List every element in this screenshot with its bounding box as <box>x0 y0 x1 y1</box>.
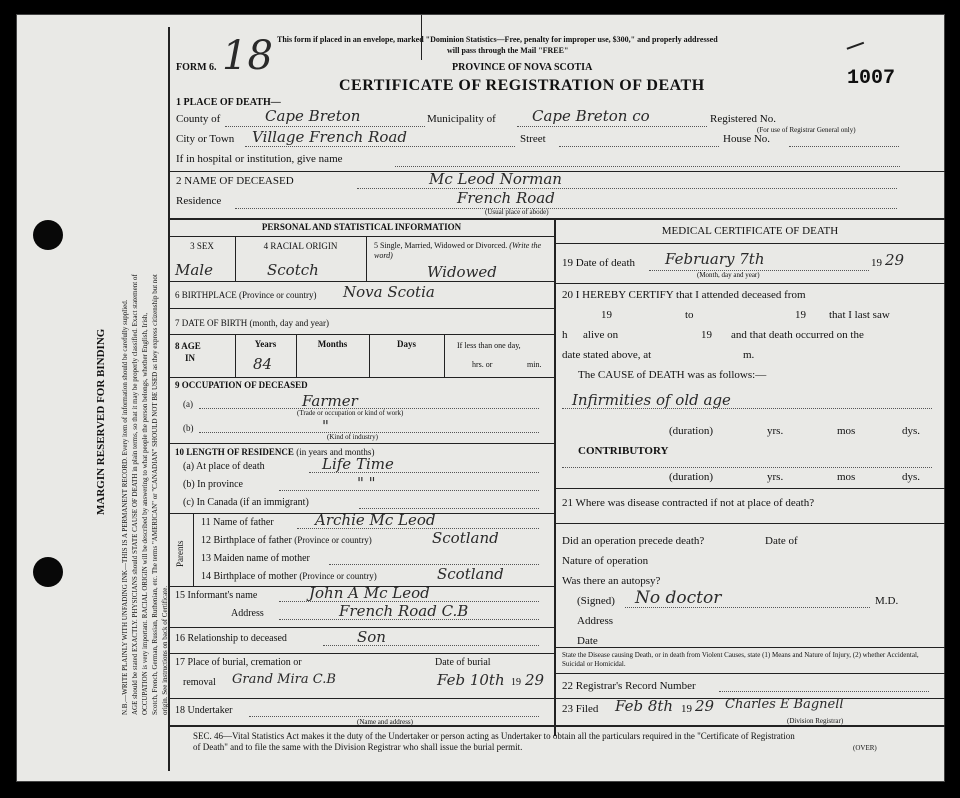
filed-label: 23 Filed <box>562 703 599 715</box>
margin-reserved-label: MARGIN RESERVED FOR BINDING <box>95 328 107 515</box>
burial-place-label: 17 Place of burial, cremation or <box>175 657 302 668</box>
registrar-record-label: 22 Registrar's Record Number <box>562 680 696 692</box>
m-label: m. <box>743 349 755 361</box>
residence-value: French Road <box>457 189 555 207</box>
hospital-label: If in hospital or institution, give name <box>176 153 343 165</box>
deceased-name-label: 2 NAME OF DECEASED <box>176 175 294 187</box>
informant-label: 15 Informant's name <box>175 590 258 601</box>
industry-value: " <box>322 417 329 435</box>
parents-label: Parents <box>175 540 185 567</box>
marital-status-value: Widowed <box>427 263 497 281</box>
father-birthplace-label: 12 Birthplace of father (Province or country) <box>201 535 372 546</box>
margin-instruction-3: OCCUPATION is very important. RACIAL ORIGIN will be described by answering to what people the person belongs, whether English, Irish, <box>141 312 149 715</box>
operation-question: Did an operation precede death? <box>562 535 705 547</box>
signed-value: No doctor <box>635 588 722 608</box>
res-place-value: Life Time <box>322 455 394 473</box>
occupation-label: 9 OCCUPATION OF DECEASED <box>175 380 308 390</box>
res-province-label: (b) In province <box>183 479 243 490</box>
hrs-label: hrs. or <box>472 360 493 369</box>
medical-heading: MEDICAL CERTIFICATE OF DEATH <box>661 225 839 237</box>
registrar-use-note: (For use of Registrar General only) <box>757 126 856 134</box>
age-years-value: 84 <box>253 355 273 373</box>
burial-year-prefix: 19 <box>511 677 521 688</box>
undertaker-note: (Name and address) <box>357 718 413 726</box>
street-label: Street <box>520 133 546 145</box>
father-name-label: 11 Name of father <box>201 517 274 528</box>
res-province-value: " " <box>357 474 376 492</box>
alive-on-19: 19 <box>701 329 712 341</box>
city-value: Village French Road <box>252 128 407 146</box>
binding-hole-bottom <box>33 557 63 587</box>
division-registrar-signature: Charles E Bagnell <box>725 697 844 712</box>
removal-label: removal <box>183 677 216 688</box>
cause-duration-label: (duration) <box>669 425 713 437</box>
record-number: 1007 <box>847 67 896 90</box>
filed-year-value: 29 <box>695 697 715 715</box>
res-canada-label: (c) In Canada (if an immigrant) <box>183 497 309 508</box>
relationship-value: Son <box>357 628 386 646</box>
physician-address-label: Address <box>577 615 614 627</box>
alive-on-label: alive on <box>583 329 619 341</box>
cause-label: The CAUSE of DEATH was as follows:— <box>578 369 767 381</box>
age-label: 8 AGE <box>175 341 201 351</box>
occupation-value: Farmer <box>302 392 358 410</box>
birthplace-label: 6 BIRTHPLACE (Province or country) <box>175 290 317 300</box>
place-heading: 1 PLACE OF DEATH— <box>176 97 281 108</box>
footer-line-1: SEC. 46—Vital Statistics Act makes it the duty of the Undertaker or person acting as Undertaker to obtain all the particulars required in the "Certificate of Registration <box>193 731 795 741</box>
county-label: County of <box>176 113 221 125</box>
death-occurred-label: and that death occurred on the <box>731 329 864 341</box>
form-number: FORM 6. <box>176 62 217 73</box>
violent-causes-note: State the Disease causing Death, or in death from Violent Causes, state (1) Means and Nature of Injury, (2) whether Accidental, Suicidal or Homicidal. <box>562 651 919 668</box>
attended-to: to <box>685 309 694 321</box>
less-than-day-label: If less than one day, <box>457 341 521 350</box>
autopsy-question: Was there an autopsy? <box>562 575 661 587</box>
county-value: Cape Breton <box>265 107 361 125</box>
death-date-note: (Month, day and year) <box>697 271 760 279</box>
h-label: h <box>562 329 568 341</box>
disease-contracted-question: 21 Where was disease contracted if not at place of death? <box>562 497 815 509</box>
binding-hole-top <box>33 220 63 250</box>
contributory-dys-label: dys. <box>902 471 921 483</box>
attended-to-19: 19 <box>795 309 806 321</box>
undertaker-label: 18 Undertaker <box>175 705 233 716</box>
date-stated-label: date stated above, at <box>562 349 652 361</box>
margin-instruction-1: N.B.—WRITE PLAINLY WITH UNFADING INK—THIS IS A PERMANENT RECORD. Every item of information should be carefully supplied. <box>121 299 129 715</box>
burial-place-value: Grand Mira C.B <box>232 672 336 687</box>
md-label: M.D. <box>875 595 899 607</box>
registered-no-label: Registered No. <box>710 113 776 125</box>
check-mark <box>844 34 864 50</box>
birthplace-value: Nova Scotia <box>343 283 435 301</box>
contributory-mos-label: mos <box>837 471 856 483</box>
res-place-label: (a) At place of death <box>183 461 265 472</box>
racial-origin-label: 4 RACIAL ORIGIN <box>263 241 338 251</box>
city-label: City or Town <box>176 133 235 145</box>
cause-yrs-label: yrs. <box>767 425 784 437</box>
physician-date-label: Date <box>577 635 598 647</box>
age-in-label: IN <box>185 353 196 363</box>
informant-address-value: French Road C.B <box>339 602 469 620</box>
province-label: PROVINCE OF NOVA SCOTIA <box>452 62 593 73</box>
certificate-title: CERTIFICATE OF REGISTRATION OF DEATH <box>339 77 705 94</box>
occupation-note: (Trade or occupation or kind of work) <box>297 409 404 417</box>
contributory-yrs-label: yrs. <box>767 471 784 483</box>
industry-note: (Kind of industry) <box>327 433 378 441</box>
footer-over: (OVER) <box>853 744 877 752</box>
occupation-a-label: (a) <box>183 399 193 409</box>
residence-length-label: 10 LENGTH OF RESIDENCE (in years and months) <box>175 447 375 457</box>
sex-label: 3 SEX <box>190 241 214 251</box>
days-label: Days <box>396 339 416 349</box>
death-year-value: 29 <box>885 251 905 269</box>
header-note-2: will pass through the Mail "FREE" <box>447 46 569 55</box>
father-birthplace-value: Scotland <box>432 529 499 547</box>
house-no-label: House No. <box>723 133 771 145</box>
filed-year-prefix: 19 <box>681 703 692 715</box>
dob-label: 7 DATE OF BIRTH (month, day and year) <box>175 318 329 328</box>
margin-instruction-2: AGE should be stated EXACTLY. PHYSICIANS should STATE CAUSE OF DEATH in plain terms, so that it may be properly classified. Exact statement of <box>131 274 139 715</box>
footer-line-2: of Death" and to file the same with the Division Registrar who shall issue the burial permit. <box>193 742 523 752</box>
cause-mos-label: mos <box>837 425 856 437</box>
burial-date-label: Date of burial <box>435 657 491 668</box>
contributory-duration-label: (duration) <box>669 471 713 483</box>
years-label: Years <box>254 339 277 349</box>
municipality-label: Municipality of <box>427 113 496 125</box>
attended-from-19: 19 <box>601 309 612 321</box>
death-date-value: February 7th <box>665 250 765 268</box>
cause-dys-label: dys. <box>902 425 921 437</box>
mother-name-label: 13 Maiden name of mother <box>201 553 310 564</box>
mother-birthplace-label: 14 Birthplace of mother (Province or country) <box>201 571 377 582</box>
residence-label: Residence <box>176 195 222 207</box>
racial-origin-value: Scotch <box>267 261 319 279</box>
months-label: Months <box>317 339 348 349</box>
filed-value: Feb 8th <box>615 697 674 715</box>
contributory-label: CONTRIBUTORY <box>578 445 669 457</box>
burial-year-value: 29 <box>525 671 545 689</box>
death-certificate <box>16 14 945 782</box>
residence-note: (Usual place of abode) <box>485 208 549 216</box>
municipality-value: Cape Breton co <box>532 107 650 125</box>
occupation-b-label: (b) <box>183 423 194 433</box>
marital-status-label: 5 Single, Married, Widowed or Divorced. (Write the word) <box>374 241 542 260</box>
personal-heading: PERSONAL AND STATISTICAL INFORMATION <box>261 222 462 232</box>
nature-of-operation-label: Nature of operation <box>562 555 649 567</box>
informant-value: John A Mc Leod <box>309 584 430 602</box>
handwritten-form-count: 18 <box>222 33 273 79</box>
father-name-value: Archie Mc Leod <box>315 511 436 529</box>
certify-statement: 20 I HEREBY CERTIFY that I attended deceased from <box>562 289 806 301</box>
informant-address-label: Address <box>231 608 264 619</box>
division-registrar-note: (Division Registrar) <box>787 717 844 725</box>
header-note-1: This form if placed in an envelope, marked "Dominion Statistics—Free, penalty for improper use, $300," and properly addressed <box>277 35 718 44</box>
min-label: min. <box>527 360 542 369</box>
operation-date-label: Date of <box>765 535 798 547</box>
death-date-label: 19 Date of death <box>562 257 635 269</box>
deceased-name-value: Mc Leod Norman <box>429 170 562 188</box>
death-year-prefix: 19 <box>871 257 882 269</box>
margin-instruction-5: origin. See instructions on back of Certificate. <box>161 585 169 715</box>
mother-birthplace-value: Scotland <box>437 565 504 583</box>
cause-value: Infirmities of old age <box>572 391 731 409</box>
last-saw-label: that I last saw <box>829 309 890 321</box>
sex-value: Male <box>175 261 213 279</box>
margin-instruction-4: Scotch, French, German, Russian, Ruthenian, etc. The terms "AMERICAN" or "CANADIAN" SHOULD NOT BE USED as they express citizenship but not <box>151 274 159 715</box>
signed-label: (Signed) <box>577 595 615 607</box>
burial-date-value: Feb 10th <box>437 671 505 689</box>
relationship-label: 16 Relationship to deceased <box>175 633 287 644</box>
